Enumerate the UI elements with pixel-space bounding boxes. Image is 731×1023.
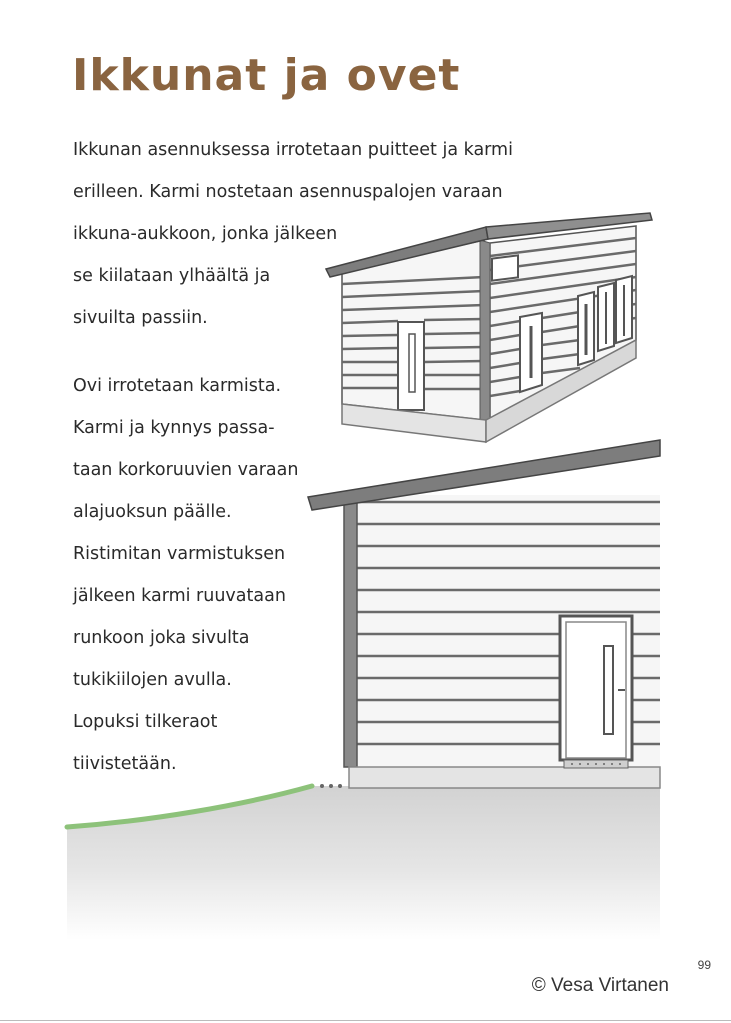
text-line: sivuilta passiin. [73, 308, 208, 328]
right-window-2 [598, 283, 614, 351]
foundation [349, 767, 660, 788]
text-line: taan korkoruuvien varaan [73, 460, 299, 480]
corner-post [344, 503, 357, 767]
perspective-corner-post [480, 240, 490, 420]
text-line: ikkuna-aukkoon, jonka jälkeen [73, 224, 338, 244]
bottom-divider [0, 1020, 731, 1021]
text-line: runkoon joka sivulta [73, 628, 250, 648]
text-line: erilleen. Karmi nostetaan asennuspalojen varaan [73, 182, 503, 202]
right-window-3 [616, 276, 632, 343]
right-door-1 [520, 313, 542, 392]
door-small [398, 322, 424, 410]
house-front-view [308, 440, 660, 788]
ground [67, 784, 660, 940]
text-line: Karmi ja kynnys passa- [73, 418, 275, 438]
page-number: 99 [697, 958, 711, 972]
text-line: tukikiilojen avulla. [73, 670, 232, 690]
text-line: alajuoksun päälle. [73, 502, 232, 522]
copyright-notice: © Vesa Virtanen [531, 975, 669, 996]
text-line: Ovi irrotetaan karmista. [73, 376, 282, 396]
text-line: tiivistetään. [73, 754, 177, 774]
text-line: jälkeen karmi ruuvataan [73, 586, 286, 606]
text-line: Ristimitan varmistuksen [73, 544, 286, 564]
right-window-1 [492, 255, 518, 280]
right-door-2 [578, 292, 594, 365]
text-line: se kiilataan ylhäältä ja [73, 266, 271, 286]
house-perspective-view [326, 213, 652, 442]
door-large [560, 616, 632, 768]
page-title: Ikkunat ja ovet [72, 50, 461, 101]
text-line: Ikkunan asennuksessa irrotetaan puitteet ja karmi [73, 140, 513, 160]
text-line: Lopuksi tilkeraot [73, 712, 218, 732]
